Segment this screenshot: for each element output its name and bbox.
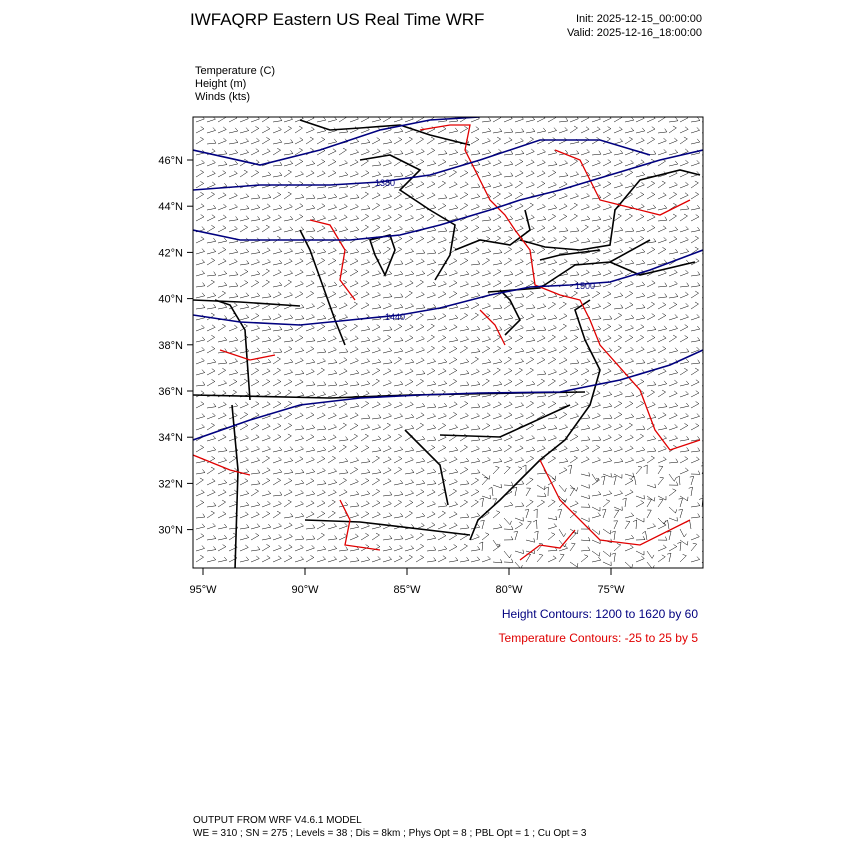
temperature-contour-legend: Temperature Contours: -25 to 25 by 5 bbox=[498, 631, 698, 645]
lat-label: 34°N bbox=[158, 432, 183, 445]
variable-height: Height (m) bbox=[195, 78, 247, 90]
map-title: IWFAQRP Eastern US Real Time WRF bbox=[190, 10, 485, 29]
height-contour-legend: Height Contours: 1200 to 1620 by 60 bbox=[501, 607, 698, 621]
lat-label: 46°N bbox=[158, 155, 183, 167]
longitude-axis bbox=[189, 568, 625, 596]
height-label-1380: 1380 bbox=[375, 178, 396, 188]
lat-label: 42°N bbox=[158, 247, 183, 260]
lon-label: 75°W bbox=[597, 584, 625, 596]
footer-settings: WE = 310 ; SN = 275 ; Levels = 38 ; Dis = 8km ; Phys Opt = 8 ; PBL Opt = 1 ; Cu Opt = 3 bbox=[193, 828, 587, 839]
height-label-1500: 1500 bbox=[575, 281, 596, 291]
init-time: Init: 2025-12-15_00:00:00 bbox=[576, 13, 702, 25]
lat-label: 30°N bbox=[158, 524, 183, 537]
lat-label: 38°N bbox=[158, 339, 183, 352]
map-area bbox=[193, 115, 711, 570]
lat-label: 36°N bbox=[158, 386, 183, 398]
footer-model: OUTPUT FROM WRF V4.6.1 MODEL bbox=[193, 815, 362, 826]
lon-label: 95°W bbox=[189, 584, 217, 596]
lon-label: 80°W bbox=[495, 584, 523, 596]
height-label-1440: 1440 bbox=[385, 312, 406, 322]
latitude-axis bbox=[158, 155, 193, 537]
valid-time: Valid: 2025-12-16_18:00:00 bbox=[567, 27, 702, 39]
lon-label: 85°W bbox=[393, 584, 421, 596]
variable-winds: Winds (kts) bbox=[195, 91, 250, 103]
lat-label: 32°N bbox=[158, 478, 183, 491]
lon-label: 90°W bbox=[291, 584, 319, 596]
lat-label: 44°N bbox=[158, 201, 183, 214]
variable-temperature: Temperature (C) bbox=[195, 65, 276, 77]
lat-label: 40°N bbox=[158, 293, 183, 306]
